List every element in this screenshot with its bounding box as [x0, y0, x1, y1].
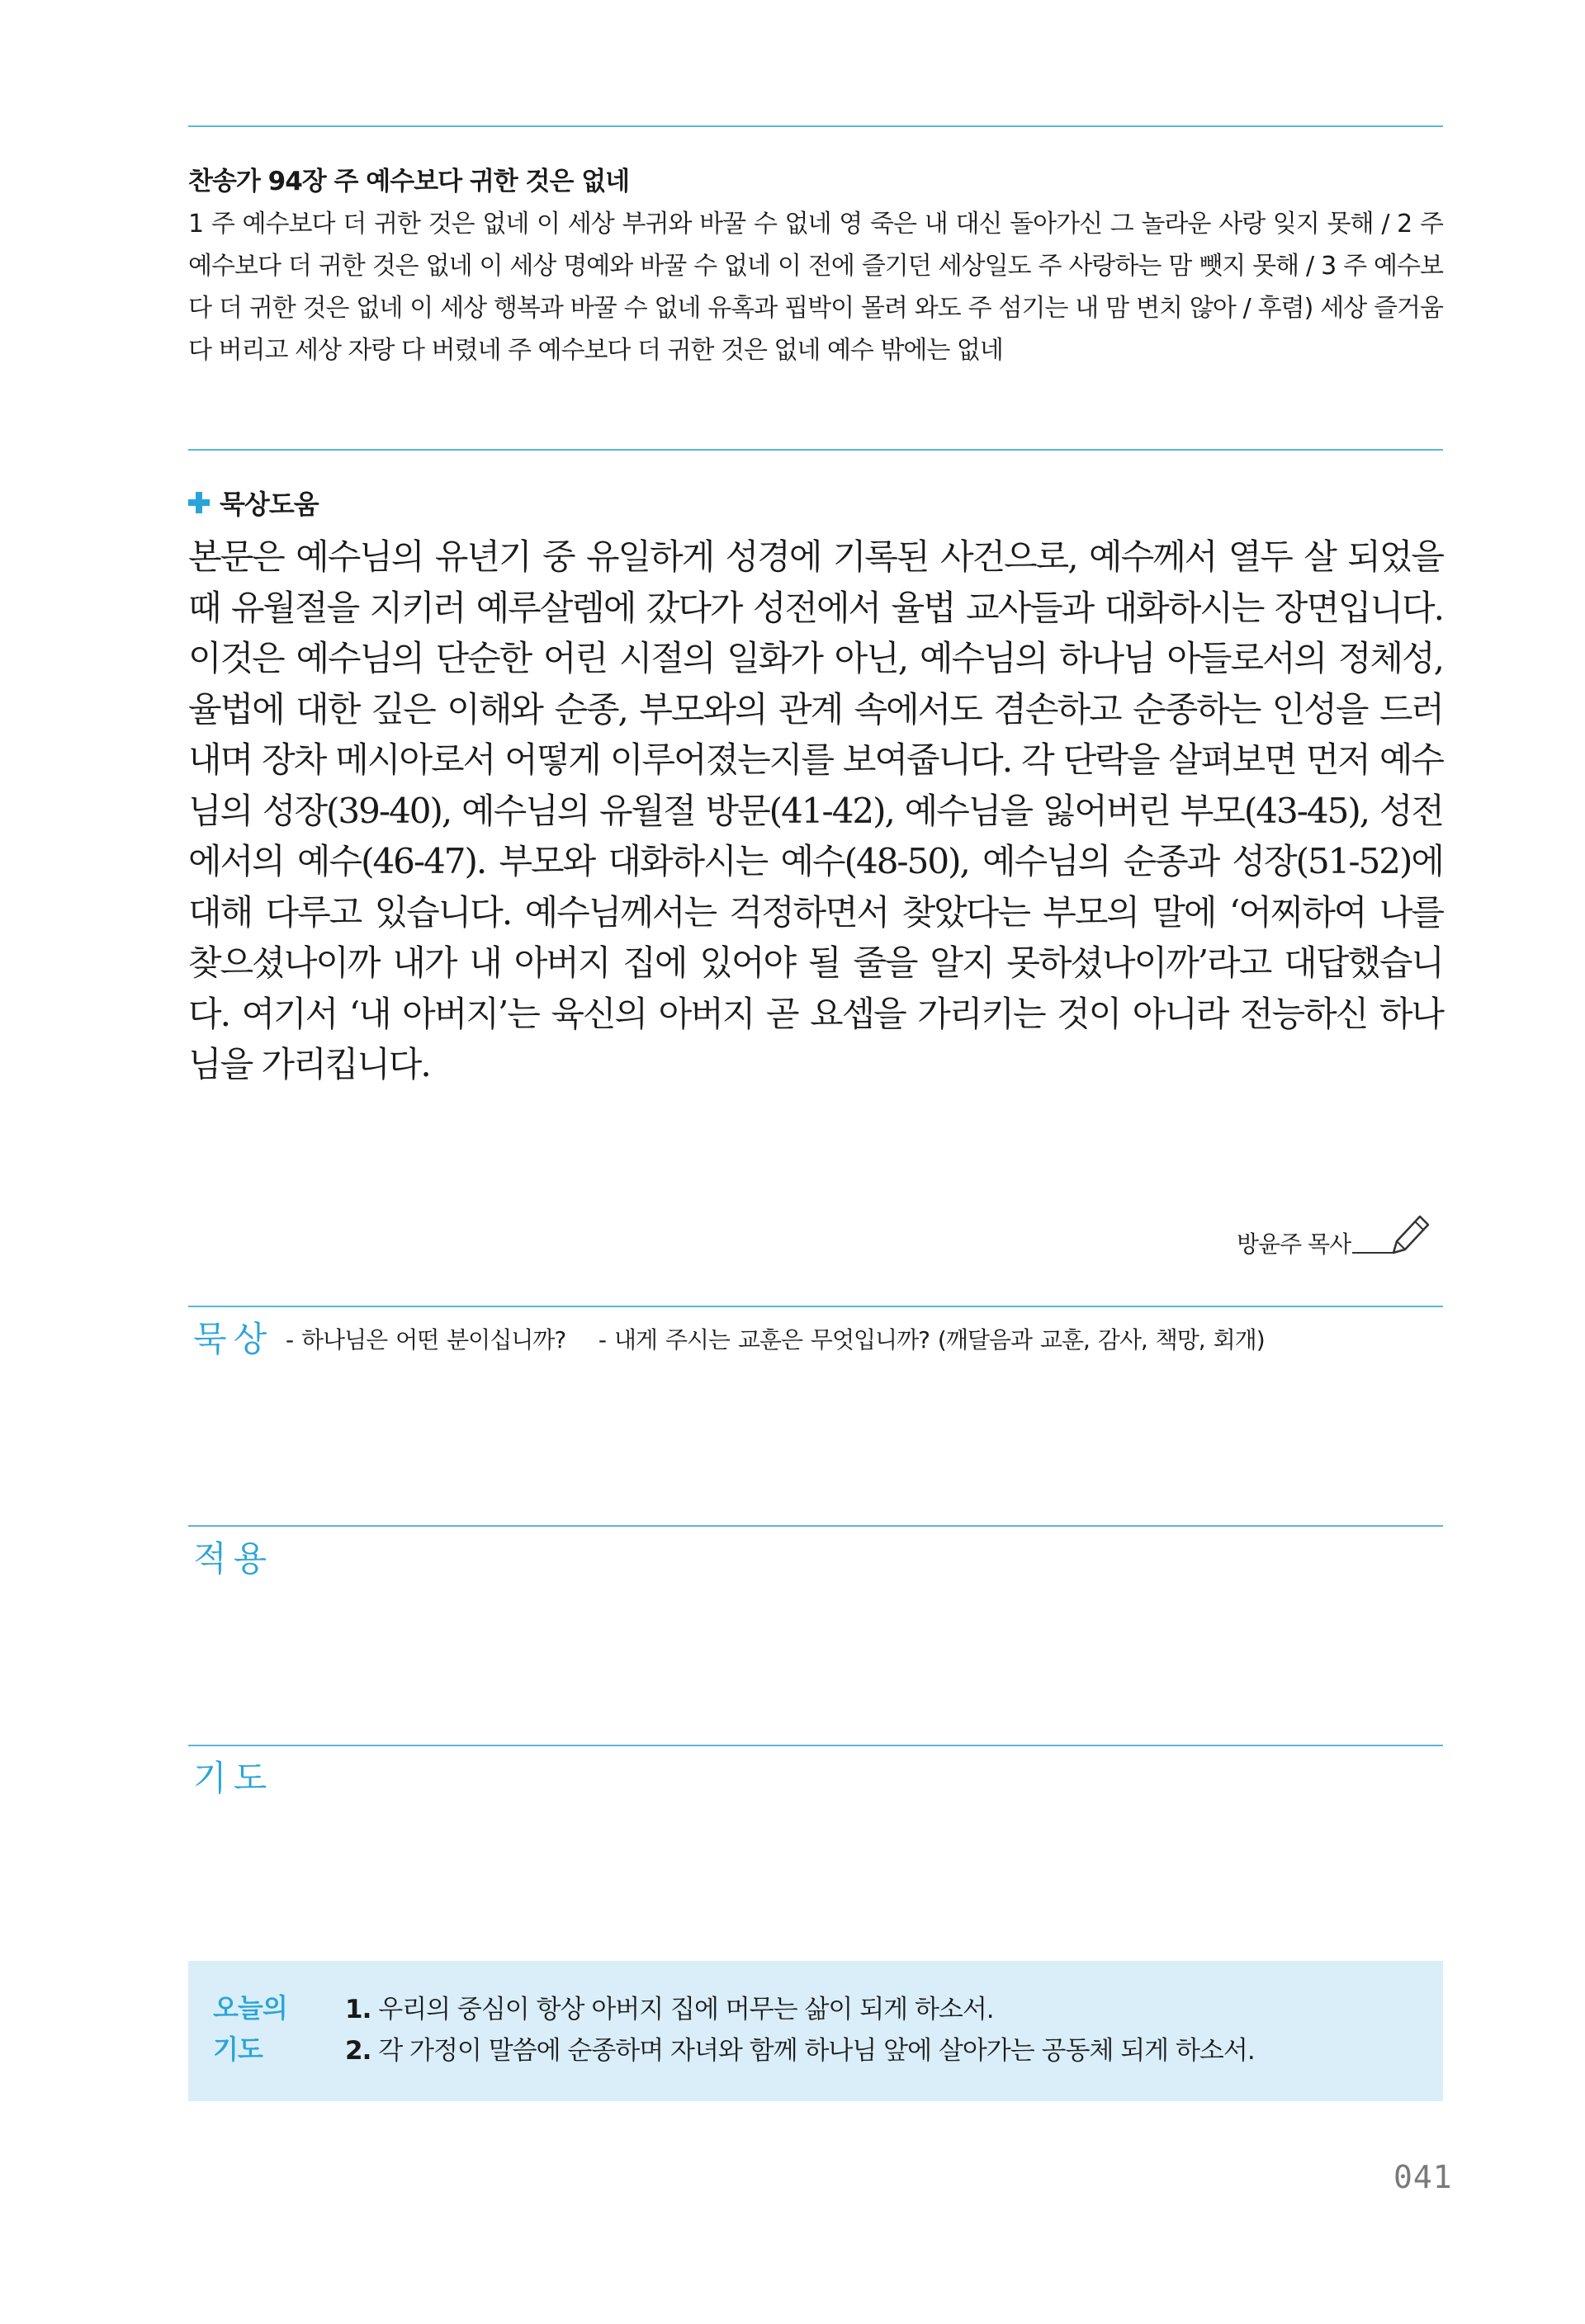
- plus-icon: [188, 492, 210, 513]
- prayer-label: 기도: [193, 1758, 274, 1798]
- reflection-question-1: - 하나님은 어떤 분이십니까?: [286, 1326, 566, 1353]
- reflection-rule: [188, 1306, 1443, 1307]
- pencil-icon: [1352, 1207, 1431, 1259]
- reflection-label: 묵상: [193, 1319, 274, 1359]
- todays-prayer-list: [345, 1989, 1255, 2071]
- hymn-title: 찬송가 94장 주 예수보다 귀한 것은 없네: [188, 167, 630, 196]
- prayer-item-text: 각 가정이 말씀에 순종하며 자녀와 함께 하나님 앞에 살아가는 공동체 되게 하소서.: [371, 2036, 1255, 2066]
- meditation-help-title: 묵상도움: [220, 489, 319, 520]
- meditation-help-heading: [188, 484, 319, 522]
- author-signature: [1237, 1226, 1431, 1259]
- application-rule: [188, 1525, 1443, 1527]
- prayer-item-text: 우리의 중심이 항상 아버지 집에 머무는 삶이 되게 하소서.: [371, 1995, 994, 2024]
- author-name: 방윤주 목사: [1237, 1230, 1351, 1258]
- prayer-rule: [188, 1745, 1443, 1746]
- todays-prayer-label: 오늘의 기도: [213, 1992, 287, 2065]
- prayer-item-number: 1.: [345, 1995, 371, 2024]
- list-item: [345, 2030, 1255, 2071]
- todays-prayer-box: [188, 1961, 1443, 2101]
- list-item: [345, 1989, 1255, 2030]
- application-label: 적용: [193, 1538, 274, 1579]
- meditation-help-body: 본문은 예수님의 유년기 중 유일하게 성경에 기록된 사건으로, 예수께서 열두 살 되었을 때 유월절을 지키러 예루살렘에 갔다가 성전에서 율법 교사들과 대화하시는 장면입니다. 이것은 예수님의 단순한 어린 시절의 일화가 아닌, 예수님의 하나님 아들로서의 정체성, 율법에 대한 깊은 이해와 순종, 부모와의 관계 속에서도 겸손하고 순종하는 인성을 드러내며 장차 메시아로서 어떻게 이루어졌는지를 보여줍니다. 각 단락을 살펴보면 먼저 예수님의 성장(39-40), 예수님의 유월절 방문(41-42), 예수님을 잃어버린 부모(43-45), 성전에서의 예수(46-47). 부모와 대화하시는 예수(48-50), 예수님의 순종과 성장(51-52)에 대해 다루고 있습니다. 예수님께서는 걱정하면서 찾았다는 부모의 말에 ‘어찌하여 나를 찾으셨나이까 내가 내 아버지 집에 있어야 될 줄을 알지 못하셨나이까’라고 대답했습니다. 여기서 ‘내 아버지’는 육신의 아버지 곧 요셉을 가리키는 것이 아니라 전능하신 하나님을 가리킵니다.: [188, 536, 1443, 1084]
- top-rule: [188, 125, 1443, 127]
- reflection-questions: [286, 1322, 1265, 1355]
- reflection-question-2: - 내게 주시는 교훈은 무엇입니까? (깨달음과 교훈, 감사, 책망, 회개): [598, 1326, 1265, 1353]
- prayer-item-number: 2.: [345, 2036, 371, 2066]
- hymn-bottom-rule: [188, 449, 1443, 451]
- hymn-lyrics: 1 주 예수보다 더 귀한 것은 없네 이 세상 부귀와 바꿀 수 없네 영 죽은 내 대신 돌아가신 그 놀라운 사랑 잊지 못해 / 2 주 예수보다 더 귀한 것은 없네 이 세상 명예와 바꿀 수 없네 이 전에 즐기던 세상일도 주 사랑하는 맘 뺏지 못해 / 3 주 예수보다 더 귀한 것은 없네 이 세상 행복과 바꿀 수 없네 유혹과 핍박이 몰려 와도 주 섬기는 내 맘 변치 않아 / 후렴) 세상 즐거움 다 버리고 세상 자랑 다 버렸네 주 예수보다 더 귀한 것은 없네 예수 밖에는 없네: [188, 210, 1443, 365]
- page-number: 041: [1393, 2159, 1453, 2195]
